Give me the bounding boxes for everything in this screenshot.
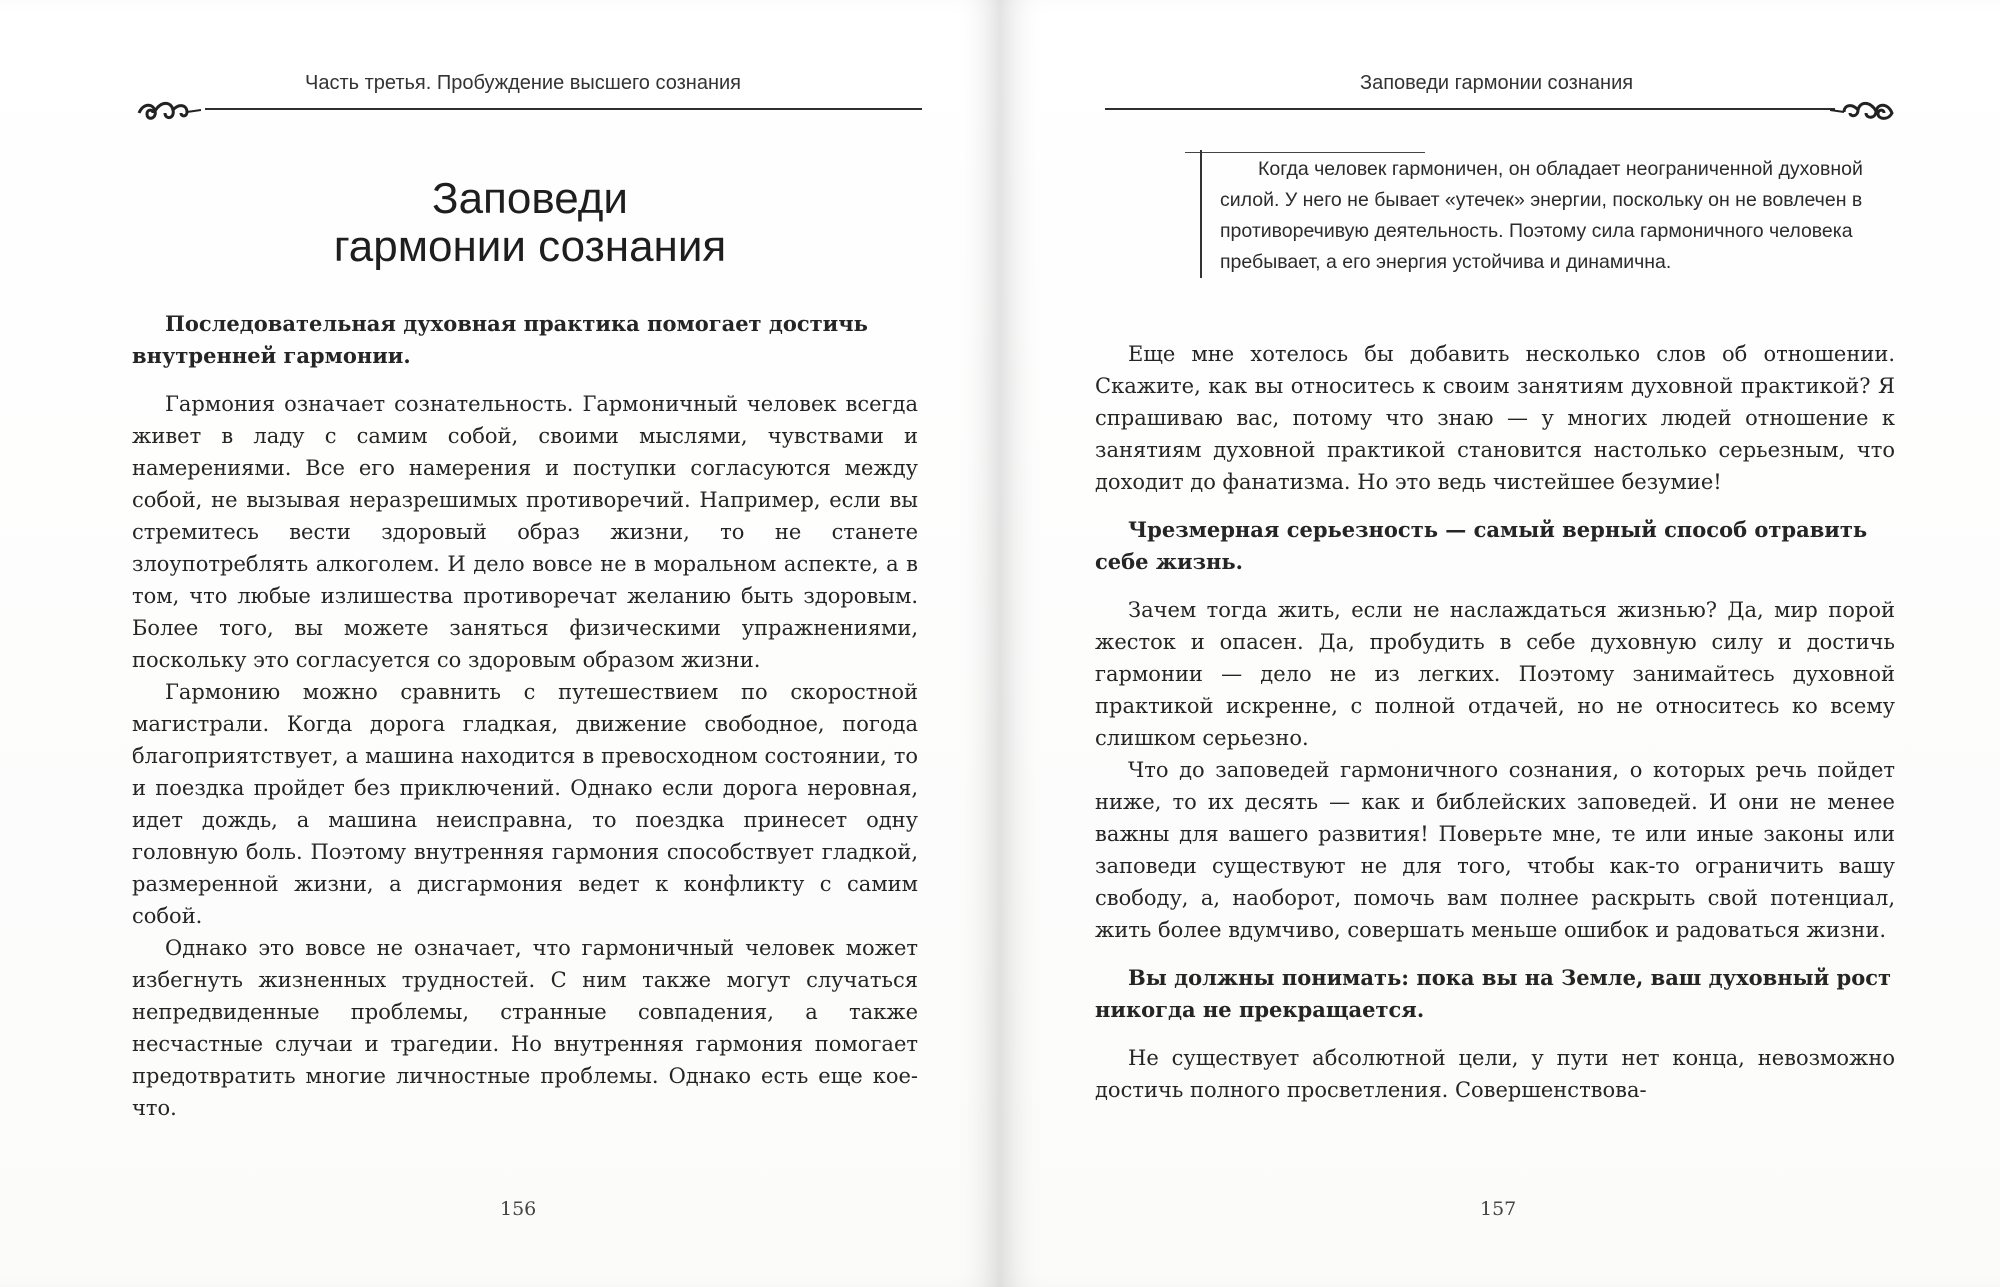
running-head: Заповеди гармонии сознания — [1360, 72, 1634, 94]
body-paragraph: Что до заповедей гармоничного сознания, о которых речь пойдет ниже, то их десять — как и библейских заповедей. И они не менее важны для вашего развития! Поверьте мне, те или иные законы или заповеди существуют не для того, чтобы как-то ограничить вашу свободу, а, наоборот, помочь вам полнее раскрыть свой потенциал, жить более вдумчиво, совершать меньше ошибок и радоваться жизни. — [1095, 758, 1895, 942]
flourish-ornament-icon — [135, 95, 201, 125]
right-body-text — [1095, 338, 1895, 1106]
left-body-text — [132, 308, 918, 1124]
chapter-title-line-2: гармонии сознания — [333, 222, 727, 271]
header-rule — [205, 108, 922, 110]
page-number: 157 — [1480, 1198, 1517, 1220]
chapter-title-line-1: Заповеди — [432, 174, 628, 223]
flourish-ornament-icon — [1830, 95, 1896, 125]
chapter-title — [140, 175, 920, 271]
body-paragraph: Однако это вовсе не означает, что гармоничный человек может избегнуть жизненных трудностей. С ним также могут случаться непредвиденные проблемы, странные совпадения, а также несчастные случаи и трагедии. Но внутренняя гармония помогает предотвратить многие личностные проблемы. Однако есть еще кое-что. — [132, 936, 918, 1120]
body-paragraph: Гармонию можно сравнить с путешествием по скоростной магистрали. Когда дорога гладкая, движение свободное, погода благоприятствует, а машина находится в превосходном состоянии, то и поездка пройдет без приключений. Однако если дорога неровная, идет дождь, а машина неисправна, то поездка принесет одну головную боль. Поэтому внутренняя гармония способствует гладкой, размеренной жизни, а дисгармония ведет к конфликту с самим собой. — [132, 680, 918, 928]
page-number: 156 — [500, 1198, 537, 1220]
quote-text: Когда человек гармоничен, он обладает неограниченной духовной силой. У него не бывает «утечек» энергии, поскольку он не вовлечен в противоречивую деятельность. Поэтому сила гармоничного человека пребывает, а его энергия устойчива и динамична. — [1220, 158, 1863, 273]
header-rule — [1105, 108, 1835, 110]
body-paragraph: Не существует абсолютной цели, у пути нет конца, невозможно достичь полного просветления. Совершенствова- — [1095, 1046, 1895, 1102]
highlight-quote — [1200, 150, 1910, 278]
right-page — [1000, 0, 2000, 1287]
bold-statement: Вы должны понимать: пока вы на Земле, ваш духовный рост никогда не прекращается. — [1095, 965, 1892, 1022]
body-paragraph: Еще мне хотелось бы добавить несколько слов об отношении. Скажите, как вы относитесь к своим занятиям духовной практикой? Я спрашиваю вас, потому что знаю — у многих людей отношение к занятиям духовной практикой становится настолько серьезным, что доходит до фанатизма. Но это ведь чистейшее безумие! — [1095, 342, 1895, 494]
body-paragraph: Зачем тогда жить, если не наслаждаться жизнью? Да, мир порой жесток и опасен. Да, пробудить в себе духовную силу и достичь гармонии — дело не из легких. Поэтому занимайтесь духовной практикой искренне, с полной отдачей, но не относитесь ко всему слишком серьезно. — [1095, 598, 1895, 750]
body-paragraph: Гармония означает сознательность. Гармоничный человек всегда живет в ладу с самим собой, своими мыслями, чувствами и намерениями. Все его намерения и поступки согласуются между собой, не вызывая неразрешимых противоречий. Например, если вы стремитесь вести здоровый образ жизни, то не станете злоупотреблять алкоголем. И дело вовсе не в моральном аспекте, а в том, что любые излишества противоречат желанию быть здоровым. Более того, вы можете заняться физическими упражнениями, поскольку это согласуется со здоровым образом жизни. — [132, 392, 918, 672]
lead-bold-statement: Последовательная духовная практика помогает достичь внутренней гармонии. — [132, 311, 868, 368]
running-head: Часть третья. Пробуждение высшего сознания — [305, 72, 741, 94]
bold-statement: Чрезмерная серьезность — самый верный способ отравить себе жизнь. — [1095, 517, 1868, 574]
